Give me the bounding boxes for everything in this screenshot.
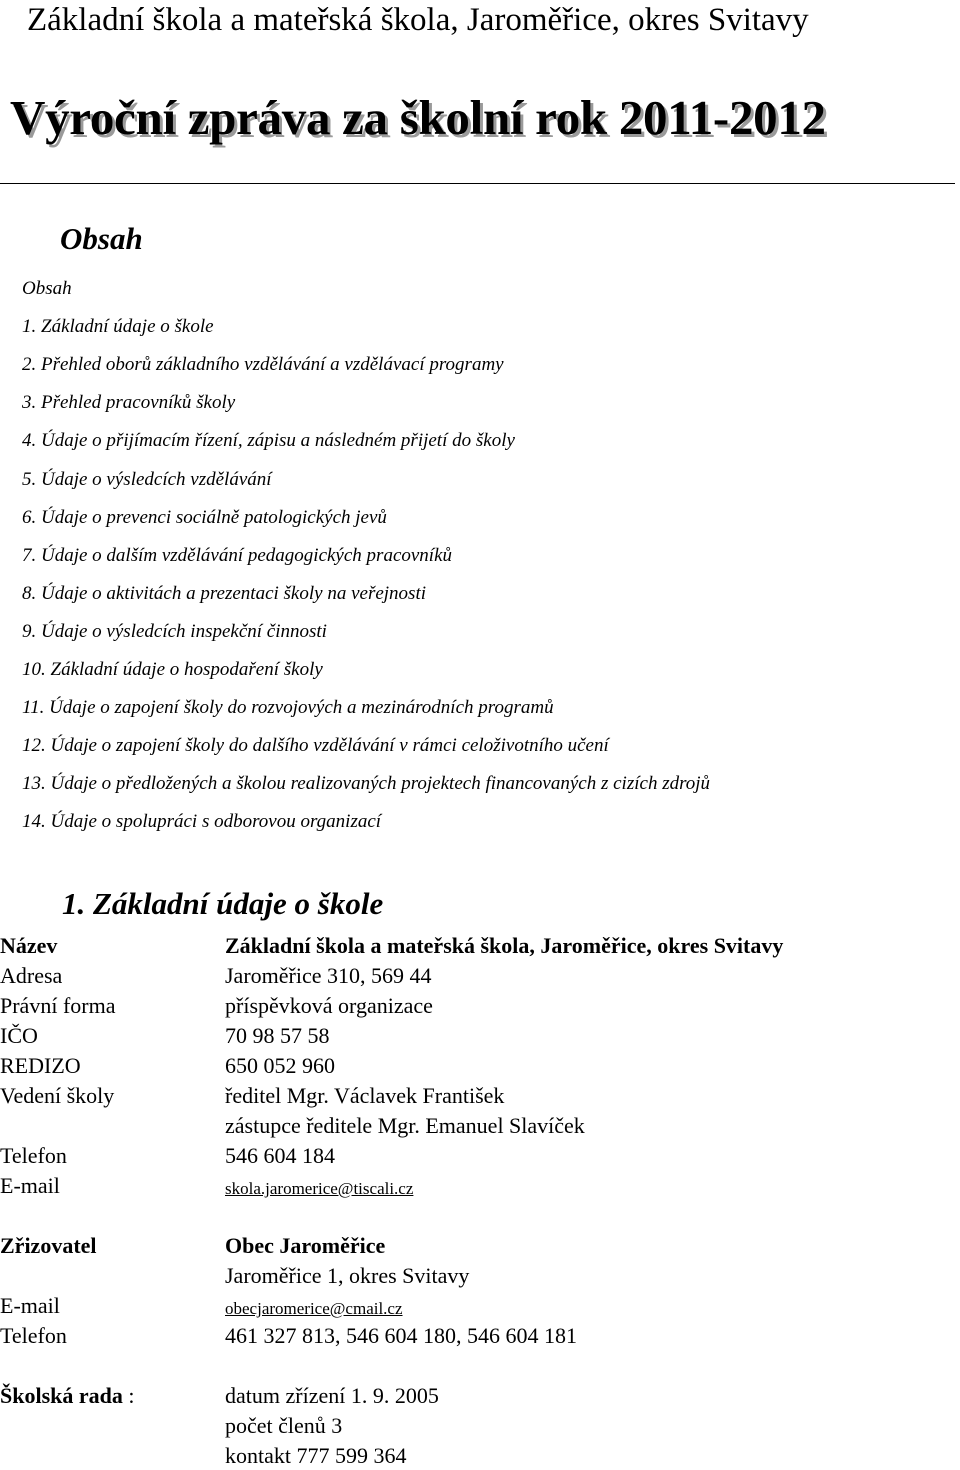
school-header: Základní škola a mateřská škola, Jaroměřice, okres Svitavy <box>27 2 809 38</box>
founder-address: Jaroměřice 1, okres Svitavy <box>225 1263 470 1288</box>
section-heading: 1. Základní údaje o škole <box>62 886 384 921</box>
toc-item-9[interactable]: 9. Údaje o výsledcích inspekční činnosti <box>22 621 327 642</box>
founder-email-link[interactable]: obecjaromerice@cmail.cz <box>225 1299 403 1318</box>
toc-heading: Obsah <box>60 221 143 256</box>
ico-label: IČO <box>0 1023 38 1048</box>
toc-item-11[interactable]: 11. Údaje o zapojení školy do rozvojových a mezinárodních programů <box>22 697 554 718</box>
email-link[interactable]: skola.jaromerice@tiscali.cz <box>225 1179 414 1198</box>
toc-item-3[interactable]: 3. Přehled pracovníků školy <box>22 392 236 413</box>
toc-item-13[interactable]: 13. Údaje o předložených a školou realizovaných projektech financovaných z cizích zdrojů <box>22 773 711 794</box>
phone-value: 546 604 184 <box>225 1143 335 1168</box>
legal-form-value: příspěvková organizace <box>225 993 433 1018</box>
toc-item-4[interactable]: 4. Údaje o přijímacím řízení, zápisu a následném přijetí do školy <box>22 430 515 451</box>
management-director: ředitel Mgr. Václavek František <box>225 1083 505 1108</box>
toc-item-2[interactable]: 2. Přehled oborů základního vzdělávání a vzdělávací programy <box>22 354 504 375</box>
toc-item-5[interactable]: 5. Údaje o výsledcích vzdělávání <box>22 469 272 490</box>
founder-label: Zřizovatel <box>0 1233 97 1258</box>
header-rule <box>0 183 955 184</box>
report-title: Výroční zpráva za školní rok 2011-2012 <box>10 90 826 145</box>
email-label: E-mail <box>0 1173 60 1198</box>
name-value: Základní škola a mateřská škola, Jaroměřice, okres Svitavy <box>225 933 784 958</box>
address-value: Jaroměřice 310, 569 44 <box>225 963 432 988</box>
toc-item-12[interactable]: 12. Údaje o zapojení školy do dalšího vzdělávání v rámci celoživotního učení <box>22 735 609 756</box>
toc-item-14[interactable]: 14. Údaje o spolupráci s odborovou organizací <box>22 811 382 832</box>
redizo-label: REDIZO <box>0 1053 81 1078</box>
board-label-wrap <box>0 1382 135 1410</box>
management-deputy: zástupce ředitele Mgr. Emanuel Slavíček <box>225 1113 585 1138</box>
redizo-value: 650 052 960 <box>225 1053 335 1078</box>
legal-form-label: Právní forma <box>0 993 116 1018</box>
toc-item-8[interactable]: 8. Údaje o aktivitách a prezentaci školy na veřejnosti <box>22 583 427 604</box>
name-label: Název <box>0 933 58 958</box>
board-colon: : <box>122 1383 135 1408</box>
board-label: Školská rada <box>0 1383 123 1408</box>
board-contact: kontakt 777 599 364 <box>225 1443 407 1468</box>
founder-phone-value: 461 327 813, 546 604 180, 546 604 181 <box>225 1323 577 1348</box>
ico-value: 70 98 57 58 <box>225 1023 330 1048</box>
toc-item-6[interactable]: 6. Údaje o prevenci sociálně patologických jevů <box>22 507 387 528</box>
board-founded: datum zřízení 1. 9. 2005 <box>225 1383 439 1408</box>
toc-item-obsah[interactable]: Obsah <box>22 278 72 299</box>
founder-phone-label: Telefon <box>0 1323 67 1348</box>
board-members: počet členů 3 <box>225 1413 343 1438</box>
founder-name: Obec Jaroměřice <box>225 1233 386 1258</box>
management-label: Vedení školy <box>0 1083 115 1108</box>
toc-item-10[interactable]: 10. Základní údaje o hospodaření školy <box>22 659 323 680</box>
address-label: Adresa <box>0 963 63 988</box>
phone-label: Telefon <box>0 1143 67 1168</box>
toc-item-7[interactable]: 7. Údaje o dalším vzdělávání pedagogických pracovníků <box>22 545 453 566</box>
toc-item-1[interactable]: 1. Základní údaje o škole <box>22 316 214 337</box>
founder-email-label: E-mail <box>0 1293 60 1318</box>
